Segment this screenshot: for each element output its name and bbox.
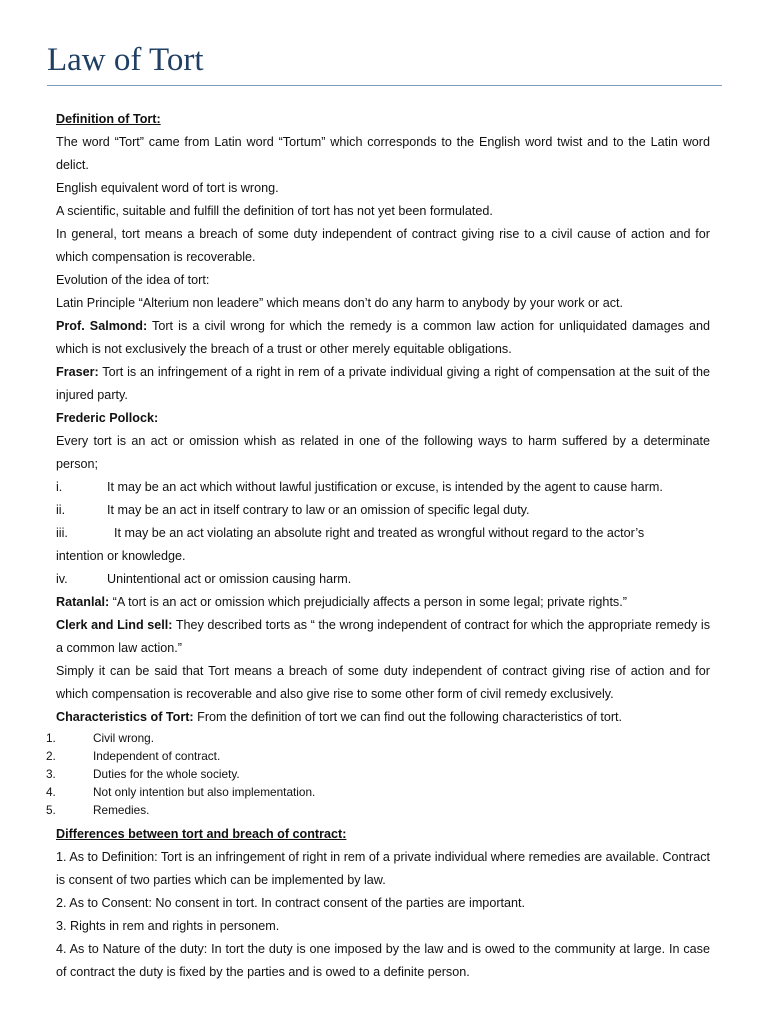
- list-item-text: Unintentional act or omission causing harm.: [107, 572, 352, 586]
- list-item-number: iv.: [56, 572, 68, 586]
- document-body: [46, 108, 710, 984]
- list-item: [56, 476, 710, 499]
- list-item-text: Independent of contract.: [93, 749, 221, 763]
- list-item: [46, 801, 710, 819]
- list-item-text: Not only intention but also implementation.: [93, 785, 316, 799]
- definition-text: Tort is an infringement of a right in rem of a private individual giving a right of compensation at the suit of the injured party.: [56, 365, 710, 402]
- author-label: Frederic Pollock:: [56, 411, 159, 425]
- list-item-number: i.: [56, 480, 63, 494]
- definition-text: “A tort is an act or omission which prejudicially affects a person in some legal; private rights.”: [109, 595, 627, 609]
- list-item-number: 3.: [46, 767, 56, 781]
- paragraph: The word “Tort” came from Latin word “Tortum” which corresponds to the English word twist and to the Latin word delict.: [56, 135, 710, 172]
- definition-clerk-lindsell: [56, 614, 710, 660]
- definition-text: Tort is a civil wrong for which the remedy is a common law action for unliquidated damages and which is not exclusively the breach of a trust or other merely equitable obligations.: [56, 319, 710, 356]
- paragraph: 4. As to Nature of the duty: In tort the duty is one imposed by the law and is owed to the community at large. In case of contract the duty is fixed by the parties and is owed to a definite person.: [56, 942, 710, 979]
- paragraph: 2. As to Consent: No consent in tort. In contract consent of the parties are important.: [56, 896, 526, 910]
- list-item: [56, 522, 710, 545]
- author-label: Prof. Salmond:: [56, 319, 148, 333]
- author-label: Clerk and Lind sell:: [56, 618, 173, 632]
- paragraph: Every tort is an act or omission whish as related in one of the following ways to harm suffered by a determinate person;: [56, 434, 710, 471]
- list-item: [56, 499, 710, 522]
- page-title: Law of Tort: [47, 42, 204, 78]
- list-item-text: It may be an act violating an absolute right and treated as wrongful without regard to the actor’s: [114, 526, 645, 540]
- list-item-text: It may be an act in itself contrary to law or an omission of specific legal duty.: [107, 503, 530, 517]
- list-item-text: It may be an act which without lawful justification or excuse, is intended by the agent to cause harm.: [107, 480, 663, 494]
- title-divider: [47, 85, 722, 86]
- definition-salmond: [56, 315, 710, 361]
- characteristics-text: From the definition of tort we can find out the following characteristics of tort.: [193, 710, 623, 724]
- section-heading-differences: Differences between tort and breach of contract:: [56, 827, 347, 841]
- list-item-number: 2.: [46, 749, 56, 763]
- list-item: [46, 729, 710, 747]
- definition-fraser: [56, 361, 710, 407]
- list-item: [46, 783, 710, 801]
- paragraph: Latin Principle “Alterium non leadere” which means don’t do any harm to anybody by your work or act.: [56, 296, 624, 310]
- characteristics-label: Characteristics of Tort:: [56, 710, 194, 724]
- list-item: [56, 568, 710, 591]
- section-heading-definition: Definition of Tort:: [56, 112, 161, 126]
- list-item-continuation: intention or knowledge.: [56, 549, 186, 563]
- definition-text: They described torts as “ the wrong independent of contract for which the appropriate remedy is a common law action.”: [56, 618, 710, 655]
- paragraph: Evolution of the idea of tort:: [56, 273, 210, 287]
- list-item-number: 4.: [46, 785, 56, 799]
- list-item: [46, 747, 710, 765]
- list-item: [46, 765, 710, 783]
- list-item-text: Remedies.: [93, 803, 150, 817]
- paragraph: Simply it can be said that Tort means a breach of some duty independent of contract giving rise of action and for which compensation is recoverable and also give rise to some other form of civil remedy exclusively.: [56, 664, 710, 701]
- list-item-number: 5.: [46, 803, 56, 817]
- paragraph: 3. Rights in rem and rights in personem.: [56, 919, 280, 933]
- characteristics-intro: [56, 706, 710, 729]
- paragraph: 1. As to Definition: Tort is an infringement of right in rem of a private individual where remedies are available. Contract is consent of two parties which can be implemented by law.: [56, 850, 710, 887]
- author-label: Fraser:: [56, 365, 99, 379]
- list-item-number: 1.: [46, 731, 56, 745]
- paragraph: In general, tort means a breach of some duty independent of contract giving rise to a civil cause of action and for which compensation is recoverable.: [56, 227, 710, 264]
- author-label: Ratanlal:: [56, 595, 110, 609]
- list-item-number: ii.: [56, 503, 66, 517]
- list-item-text: Duties for the whole society.: [93, 767, 240, 781]
- characteristics-list: [46, 729, 710, 819]
- list-item-text: Civil wrong.: [93, 731, 154, 745]
- definition-ratanlal: [56, 591, 710, 614]
- list-item-number: iii.: [56, 526, 68, 540]
- paragraph: English equivalent word of tort is wrong.: [56, 181, 279, 195]
- paragraph: A scientific, suitable and fulfill the definition of tort has not yet been formulated.: [56, 204, 493, 218]
